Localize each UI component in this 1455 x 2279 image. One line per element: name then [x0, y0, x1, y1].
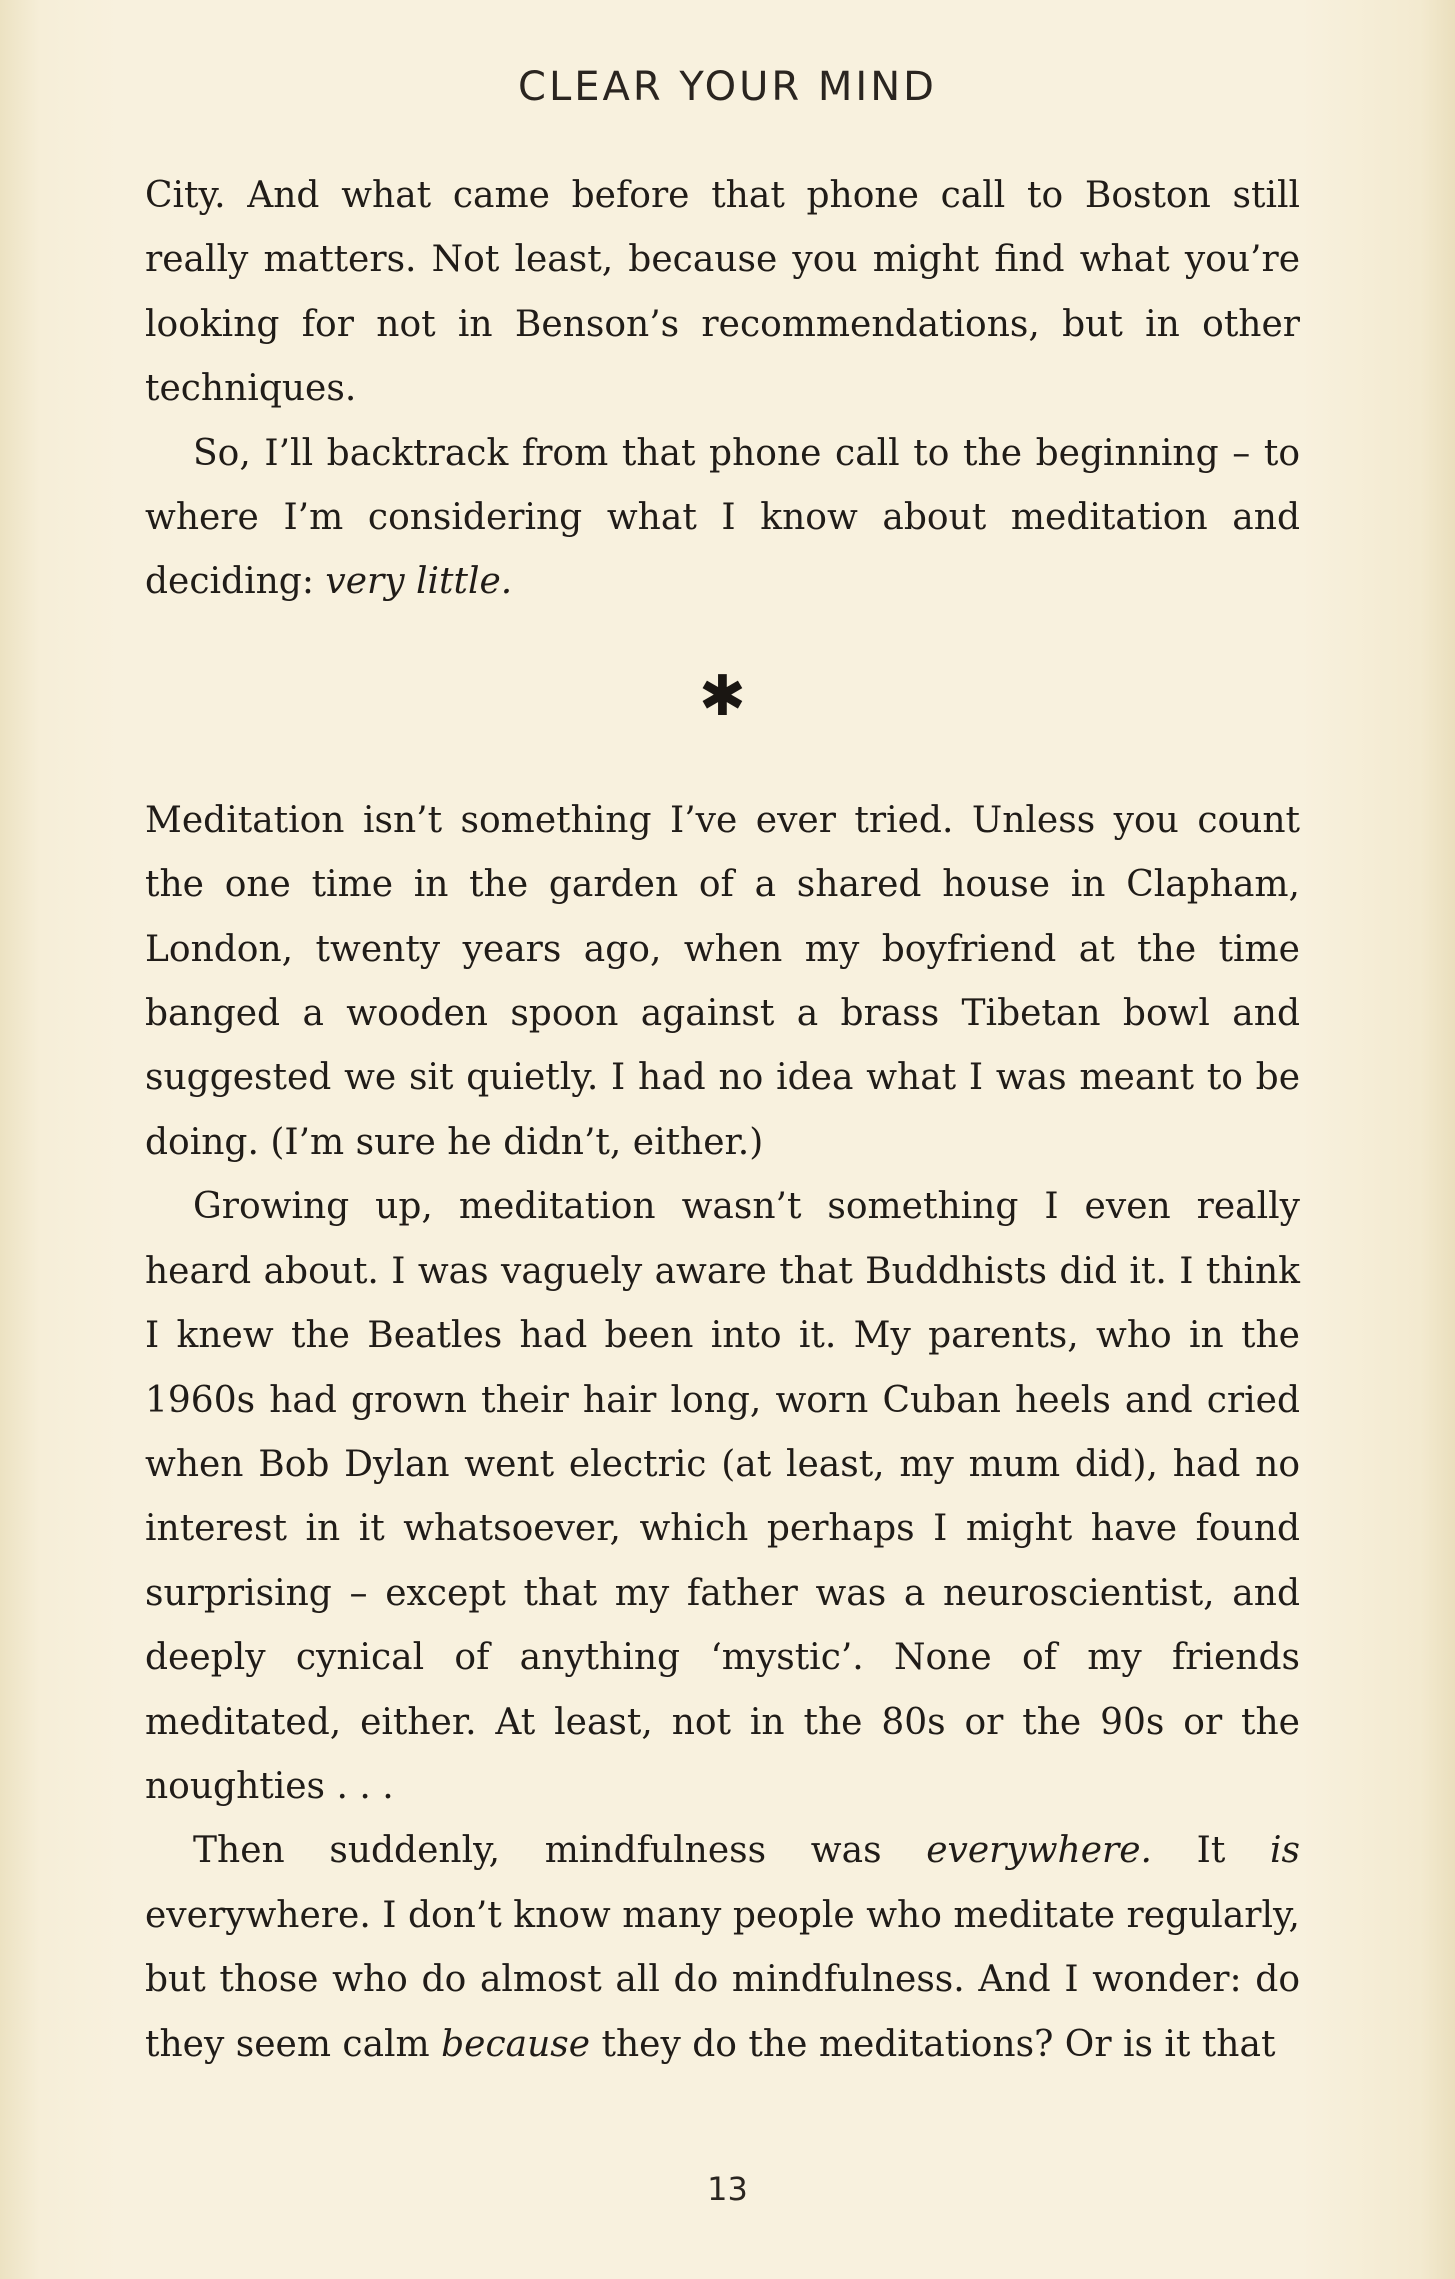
paragraph	[145, 789, 1300, 1175]
italic-text: everywhere.	[926, 1830, 1152, 1872]
body-text	[145, 164, 1300, 2077]
text-segment: everywhere. I don’t know many people who meditate regularly, but those who do almost all do mindfulness. And I wonder: do they seem calm	[145, 1894, 1300, 2065]
paragraphs-after-break	[145, 789, 1300, 2077]
text-segment: they do the meditations? Or is it that	[590, 2023, 1276, 2065]
paragraph	[145, 164, 1300, 422]
text-segment: So, I’ll backtrack from that phone call to the beginning – to where I’m considering what I know about meditation and deciding:	[145, 432, 1300, 603]
text-segment: Meditation isn’t something I’ve ever tried. Unless you count the one time in the garden of a shared house in Clapham, London, twenty years ago, when my boyfriend at the time banged a wooden spoon against a brass Tibetan bowl and suggested we sit quietly. I had no idea what I was meant to be doing. (I’m sure he didn’t, either.)	[145, 799, 1300, 1163]
paragraphs-before-break	[145, 164, 1300, 615]
italic-text: very little.	[325, 561, 513, 603]
paragraph	[145, 1175, 1300, 1819]
running-head: CLEAR YOUR MIND	[518, 64, 937, 110]
italic-text: is	[1270, 1830, 1301, 1872]
text-segment: City. And what came before that phone call to Boston still really matters. Not least, because you might find what you’re looking for not in Benson’s recommendations, but in other techniques.	[145, 175, 1300, 410]
text-segment: Growing up, meditation wasn’t something I even really heard about. I was vaguely aware that Buddhists did it. I think I knew the Beatles had been into it. My parents, who in the 1960s had grown their hair long, worn Cuban heels and cried when Bob Dylan went electric (at least, my mum did), had no interest in it whatsoever, which perhaps I might have found surprising – except that my father was a neuroscientist, and deeply cynical of anything ‘mystic’. None of my friends meditated, either. At least, not in the 80s or the 90s or the noughties . . .	[145, 1186, 1300, 1807]
paragraph	[145, 1819, 1300, 2077]
section-break-asterisk: ✱	[699, 663, 746, 729]
page-number: 13	[707, 2170, 748, 2208]
text-segment: It	[1151, 1830, 1271, 1872]
text-segment: Then suddenly, mindfulness was	[193, 1830, 927, 1872]
italic-text: because	[441, 2023, 591, 2065]
paragraph	[145, 422, 1300, 615]
